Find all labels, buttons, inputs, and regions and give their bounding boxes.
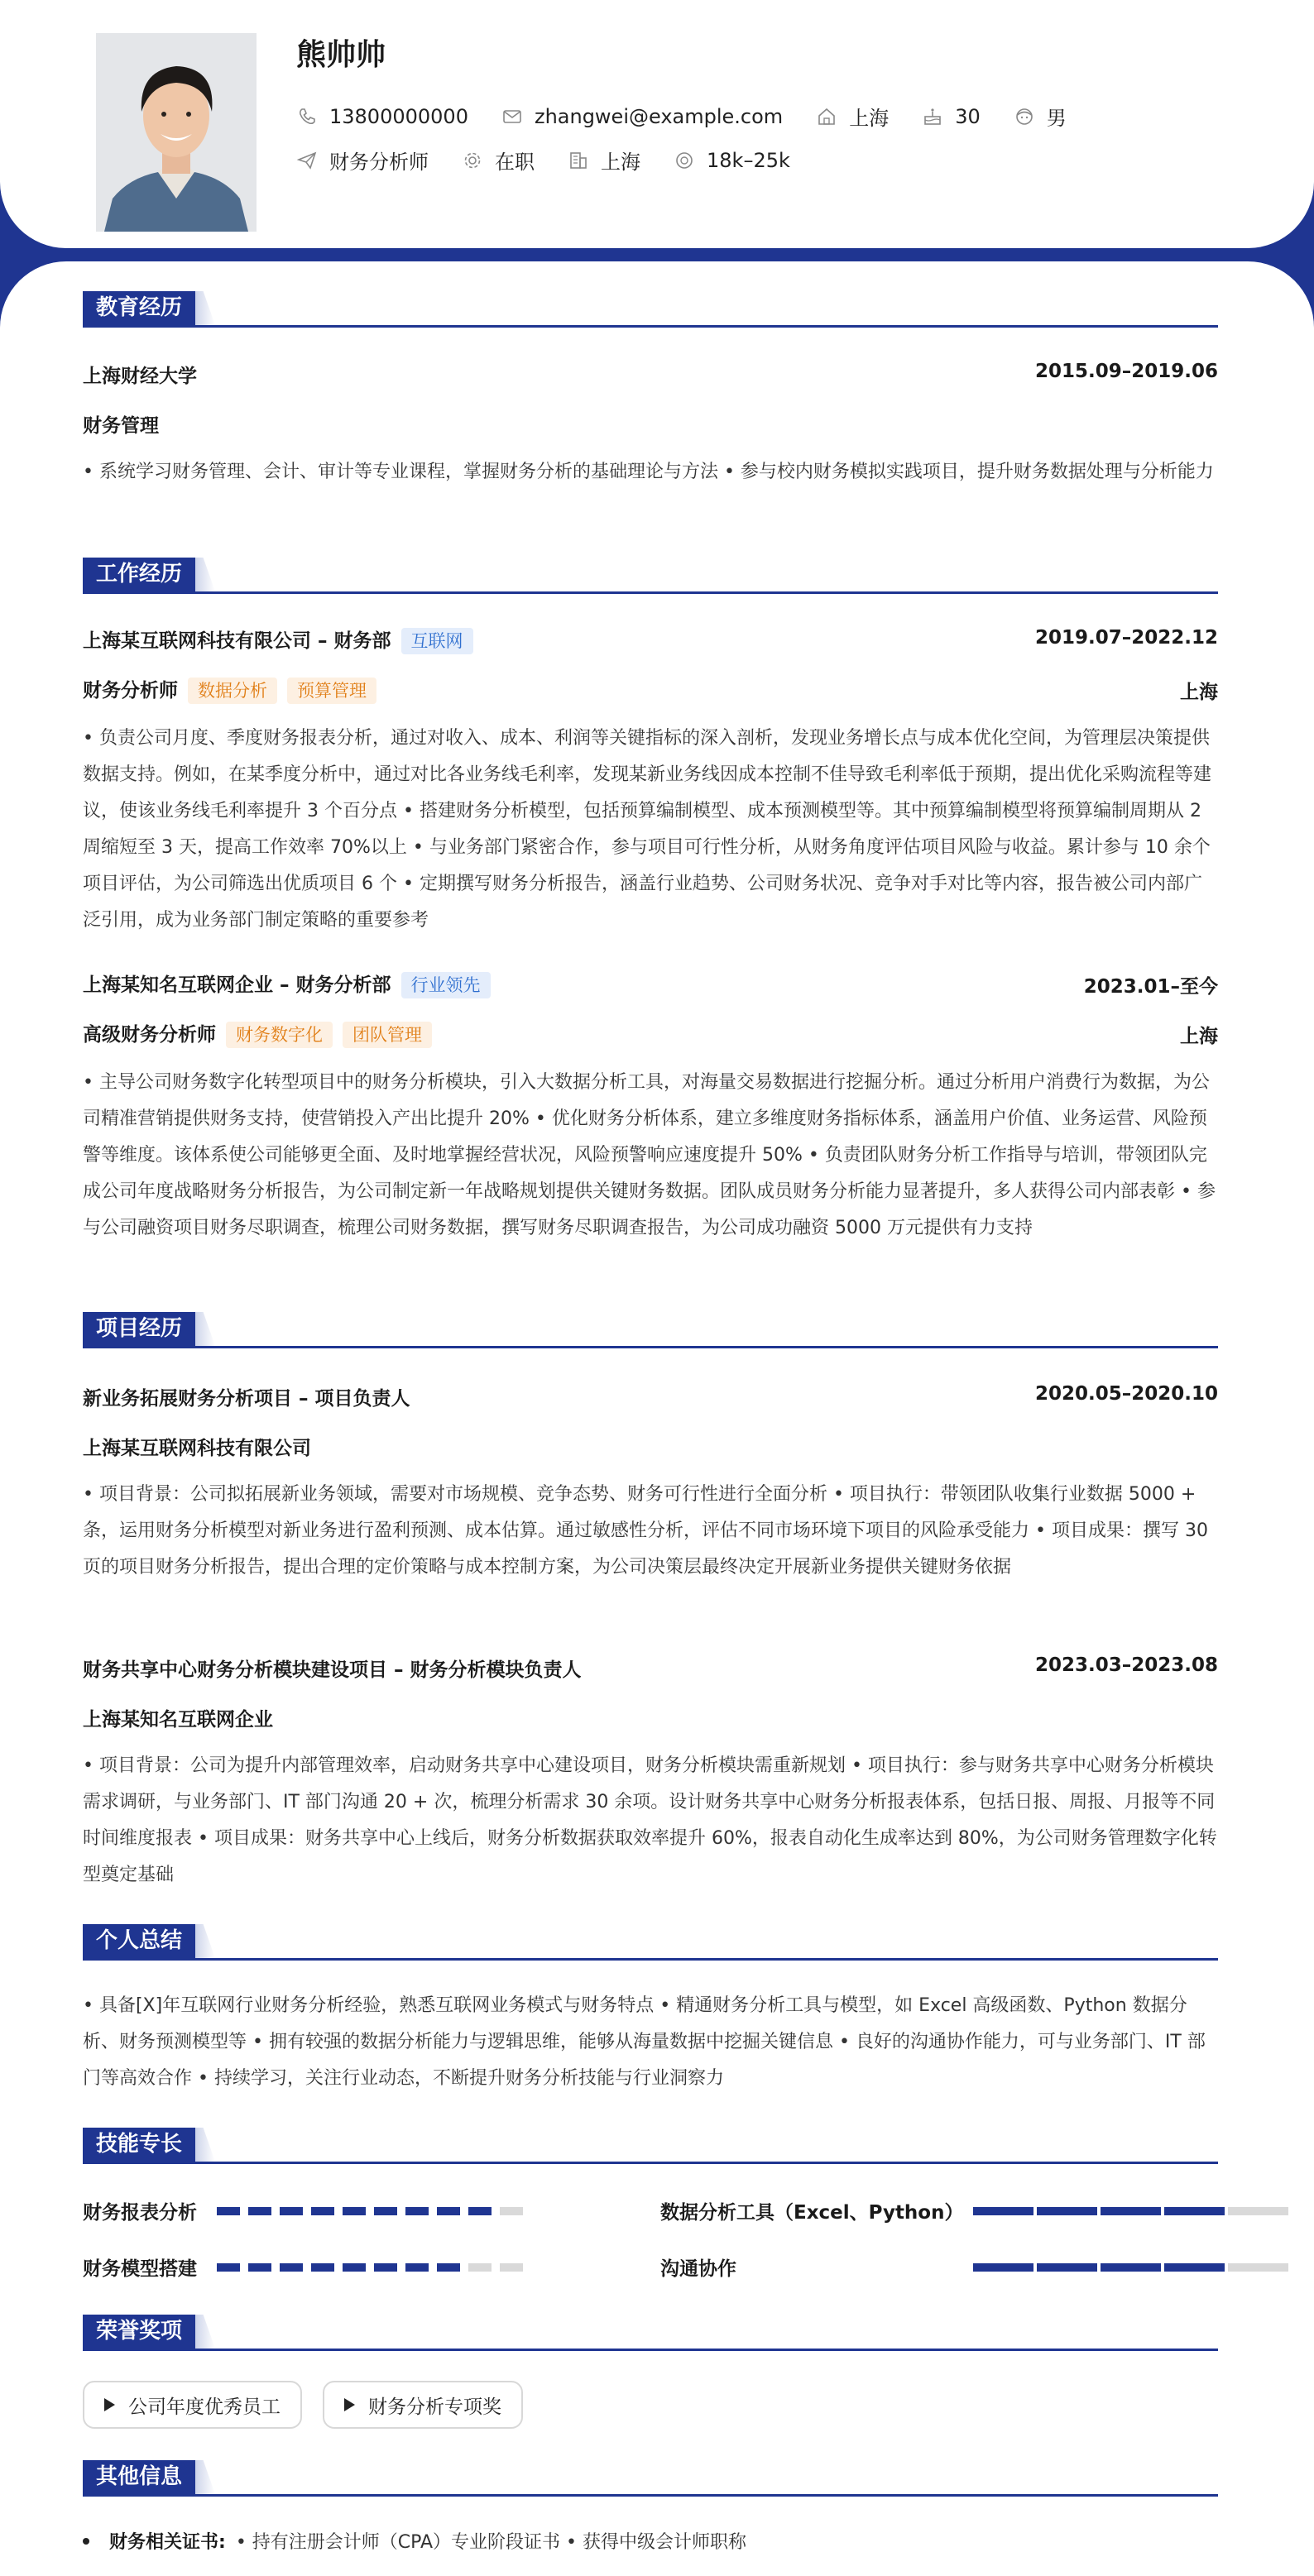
skill-level-segment — [468, 2207, 492, 2215]
work-company: 上海某互联网科技有限公司 – 财务部 互联网 — [83, 625, 473, 654]
contact-row — [296, 102, 1100, 131]
status-text: 在职 — [495, 151, 535, 174]
city-item — [816, 102, 889, 131]
skill-level-segment — [217, 2263, 240, 2272]
industry-tag: 行业领先 — [401, 972, 491, 998]
play-icon — [104, 2398, 115, 2411]
skill-level-segment — [1037, 2263, 1097, 2272]
skill-level-segment — [405, 2207, 429, 2215]
skill-level-segment — [405, 2263, 429, 2272]
project-org: 上海某知名互联网企业 — [83, 1709, 273, 1731]
skill-level-segment — [248, 2207, 271, 2215]
position-item — [296, 146, 429, 175]
skill-tag: 财务数字化 — [226, 1022, 333, 1048]
skill-level-bar — [217, 2263, 526, 2272]
section-skills — [83, 2128, 1218, 2164]
skill-level-segment — [1228, 2207, 1288, 2215]
section-summary — [83, 1924, 1218, 1961]
salary-text: 18k–25k — [707, 148, 790, 172]
skill-level-segment — [311, 2263, 334, 2272]
skill-level-segment — [280, 2263, 303, 2272]
skill-level-segment — [1164, 2263, 1225, 2272]
industry-tag: 互联网 — [401, 628, 473, 654]
age-item — [922, 105, 981, 128]
work-role: 高级财务分析师 财务数字化 团队管理 — [83, 1019, 432, 1048]
project-title: 新业务拓展财务分析项目 – 项目负责人 — [83, 1388, 410, 1410]
skill-level-segment — [468, 2263, 492, 2272]
edu-date: 2015.09–2019.06 — [1034, 361, 1218, 382]
award-chip: 公司年度优秀员工 — [83, 2381, 302, 2429]
skill-level-segment — [437, 2207, 460, 2215]
skill-level-segment — [374, 2207, 397, 2215]
work-company: 上海某知名互联网企业 – 财务分析部 行业领先 — [83, 970, 491, 998]
candidate-name: 熊帅帅 — [296, 38, 386, 72]
other-value: • 持有注册会计师（CPA）专业阶段证书 • 获得中级会计师职称 — [235, 2532, 747, 2553]
city-text: 上海 — [849, 107, 890, 130]
section-title: 项目经历 — [83, 1312, 195, 1346]
skill-level-segment — [1101, 2263, 1161, 2272]
skill-level-segment — [343, 2263, 366, 2272]
skill-level-segment — [1228, 2263, 1288, 2272]
building-icon — [568, 150, 589, 171]
home-icon — [816, 106, 837, 127]
skill-level-segment — [1037, 2207, 1097, 2215]
salary-item — [674, 149, 790, 172]
work-desc: • 主导公司财务数字化转型项目中的财务分析模块，引入大数据分析工具，对海量交易数据进行挖掘分析。通过分析用户消费行为数据，为公司精准营销提供财务支持，使营销投入产出比提升 20% • 优化财务分析体系，建立多维度财务指标体系，涵盖用户价值、业务运营、风险预警等维度。该体系使公司能够更全面、及时地掌握经营状况，风险预警响应速度提升 50% • 负责团队财务分析工作指导与培训，带领团队完成公司年度战略财务分析报告，为公司制定新一年战略规划提供关键财务数据。团队成员财务分析能力显著提升，多人获得公司内部表彰 • 参与公司融资项目财务尽职调查，梳理公司财务数据，撰写财务尽职调查报告，为公司成功融资 5000 万元提供有力支持 — [83, 1072, 1216, 1238]
section-project — [83, 1312, 1218, 1348]
project-org: 上海某互联网科技有限公司 — [83, 1438, 311, 1459]
work-date: 2023.01–至今 — [1083, 976, 1218, 998]
work-date: 2019.07–2022.12 — [1034, 627, 1218, 649]
phone-item — [296, 105, 468, 128]
project-desc: • 项目背景：公司为提升内部管理效率，启动财务共享中心建设项目，财务分析模块需重新规划 • 项目执行：参与财务共享中心财务分析模块需求调研，与业务部门、IT 部门沟通 20 + 次，梳理分析需求 30 余项。设计财务共享中心财务分析报表体系，包括日报、周报、月报等不同时间维度报表 • 项目成果：财务共享中心上线后，财务分析数据获取效率提升 60%，报表自动化生成率达到 80%，为公司财务管理数字化转型奠定基础 — [83, 1755, 1217, 1885]
skill-level-segment — [1101, 2207, 1161, 2215]
edu-desc: • 系统学习财务管理、会计、审计等专业课程，掌握财务分析的基础理论与方法 • 参与校内财务模拟实践项目，提升财务数据处理与分析能力 — [83, 462, 1214, 482]
skill-tag: 团队管理 — [343, 1022, 432, 1048]
other-info-item — [83, 2528, 746, 2554]
send-icon — [296, 150, 318, 171]
work-city-text: 上海 — [601, 151, 640, 174]
face-icon — [1014, 106, 1035, 127]
email-icon — [501, 106, 523, 127]
award-chip: 财务分析专项奖 — [323, 2381, 523, 2429]
work-location: 上海 — [1180, 682, 1218, 703]
section-title: 技能专长 — [83, 2128, 195, 2162]
edu-school: 上海财经大学 — [83, 366, 197, 387]
section-title: 工作经历 — [83, 558, 195, 591]
section-title: 教育经历 — [83, 291, 195, 325]
skill-name: 财务报表分析 — [83, 2202, 197, 2224]
section-title: 荣誉奖项 — [83, 2315, 195, 2349]
skill-level-segment — [437, 2263, 460, 2272]
skill-level-segment — [343, 2207, 366, 2215]
status-item — [462, 146, 535, 175]
skill-level-bar — [217, 2207, 526, 2215]
section-education — [83, 291, 1218, 328]
phone-icon — [296, 106, 318, 127]
email-item — [501, 105, 783, 128]
skill-level-segment — [1164, 2207, 1225, 2215]
age-text: 30 — [955, 104, 981, 128]
play-icon — [344, 2398, 355, 2411]
bullet-icon — [83, 2538, 89, 2545]
skill-level-segment — [374, 2263, 397, 2272]
work-desc: • 负责公司月度、季度财务报表分析，通过对收入、成本、利润等关键指标的深入剖析，发现业务增长点与成本优化空间，为管理层决策提供数据支持。例如，在某季度分析中，通过对比各业务线毛利率，发现某新业务线因成本控制不佳导致毛利率低于预期，提出优化采购流程等建议，使该业务线毛利率提升 3 个百分点 • 搭建财务分析模型，包括预算编制模型、成本预测模型等。其中预算编制模型将预算编制周期从 2 周缩短至 3 天，提高工作效率 70%以上 • 与业务部门紧密合作，参与项目可行性分析，从财务角度评估项目风险与收益。累计参与 10 余个项目评估，为公司筛选出优质项目 6 个 • 定期撰写财务分析报告，涵盖行业趋势、公司财务状况、竞争对手对比等内容，报告被公司内部广泛引用，成为业务部门制定策略的重要参考 — [83, 728, 1212, 931]
gender-text: 男 — [1046, 107, 1067, 130]
project-title: 财务共享中心财务分析模块建设项目 – 财务分析模块负责人 — [83, 1659, 582, 1681]
skill-level-segment — [280, 2207, 303, 2215]
work-location: 上海 — [1180, 1026, 1218, 1047]
work-role: 财务分析师 数据分析 预算管理 — [83, 675, 376, 704]
section-title: 个人总结 — [83, 1924, 195, 1958]
skill-level-segment — [311, 2207, 334, 2215]
skill-name: 财务模型搭建 — [83, 2258, 197, 2280]
position-text: 财务分析师 — [329, 151, 429, 174]
content-card — [0, 261, 1314, 2576]
coin-icon — [674, 150, 695, 171]
project-date: 2020.05–2020.10 — [1034, 1383, 1218, 1405]
skill-level-bar — [973, 2263, 1225, 2272]
cake-icon — [922, 106, 943, 127]
project-date: 2023.03–2023.08 — [1034, 1654, 1218, 1676]
skill-level-segment — [973, 2207, 1033, 2215]
other-label: 财务相关证书: — [109, 2532, 226, 2553]
skill-level-segment — [500, 2207, 523, 2215]
gender-item — [1014, 102, 1067, 131]
email-text[interactable]: zhangwei@example.com — [534, 104, 784, 128]
gear-icon — [462, 150, 483, 171]
section-work — [83, 558, 1218, 594]
skill-level-segment — [248, 2263, 271, 2272]
project-desc: • 项目背景：公司拟拓展新业务领域，需要对市场规模、竞争态势、财务可行性进行全面分析 • 项目执行：带领团队收集行业数据 5000 + 条，运用财务分析模型对新业务进行盈利预测、成本估算。通过敏感性分析，评估不同市场环境下项目的风险承受能力 • 项目成果：撰写 30 页的项目财务分析报告，提出合理的定价策略与成本控制方案，为公司决策层最终决定开展新业务提供关键财务依据 — [83, 1484, 1208, 1578]
skill-tag: 预算管理 — [287, 678, 376, 704]
edu-major: 财务管理 — [83, 415, 159, 437]
job-intent-row — [296, 146, 823, 175]
skill-tag: 数据分析 — [188, 678, 277, 704]
summary-text: • 具备[X]年互联网行业财务分析经验，熟悉互联网业务模式与财务特点 • 精通财务分析工具与模型，如 Excel 高级函数、Python 数据分析、财务预测模型等 • 拥有较强的数据分析能力与逻辑思维，能够从海量数据中挖掘关键信息 • 良好的沟通协作能力，可与业务部门、IT 部门等高效合作 • 持续学习，关注行业动态，不断提升财务分析技能与行业洞察力 — [83, 1995, 1206, 2089]
work-city-item — [568, 146, 640, 175]
skill-level-bar — [973, 2207, 1225, 2215]
skill-level-segment — [973, 2263, 1033, 2272]
avatar — [96, 33, 257, 232]
skill-level-segment — [217, 2207, 240, 2215]
phone-text[interactable]: 13800000000 — [329, 104, 468, 128]
section-awards — [83, 2315, 1218, 2351]
section-title: 其他信息 — [83, 2460, 195, 2494]
skill-level-segment — [500, 2263, 523, 2272]
skill-name: 沟通协作 — [660, 2258, 736, 2280]
section-other — [83, 2460, 1218, 2497]
skill-name: 数据分析工具（Excel、Python） — [660, 2202, 964, 2224]
